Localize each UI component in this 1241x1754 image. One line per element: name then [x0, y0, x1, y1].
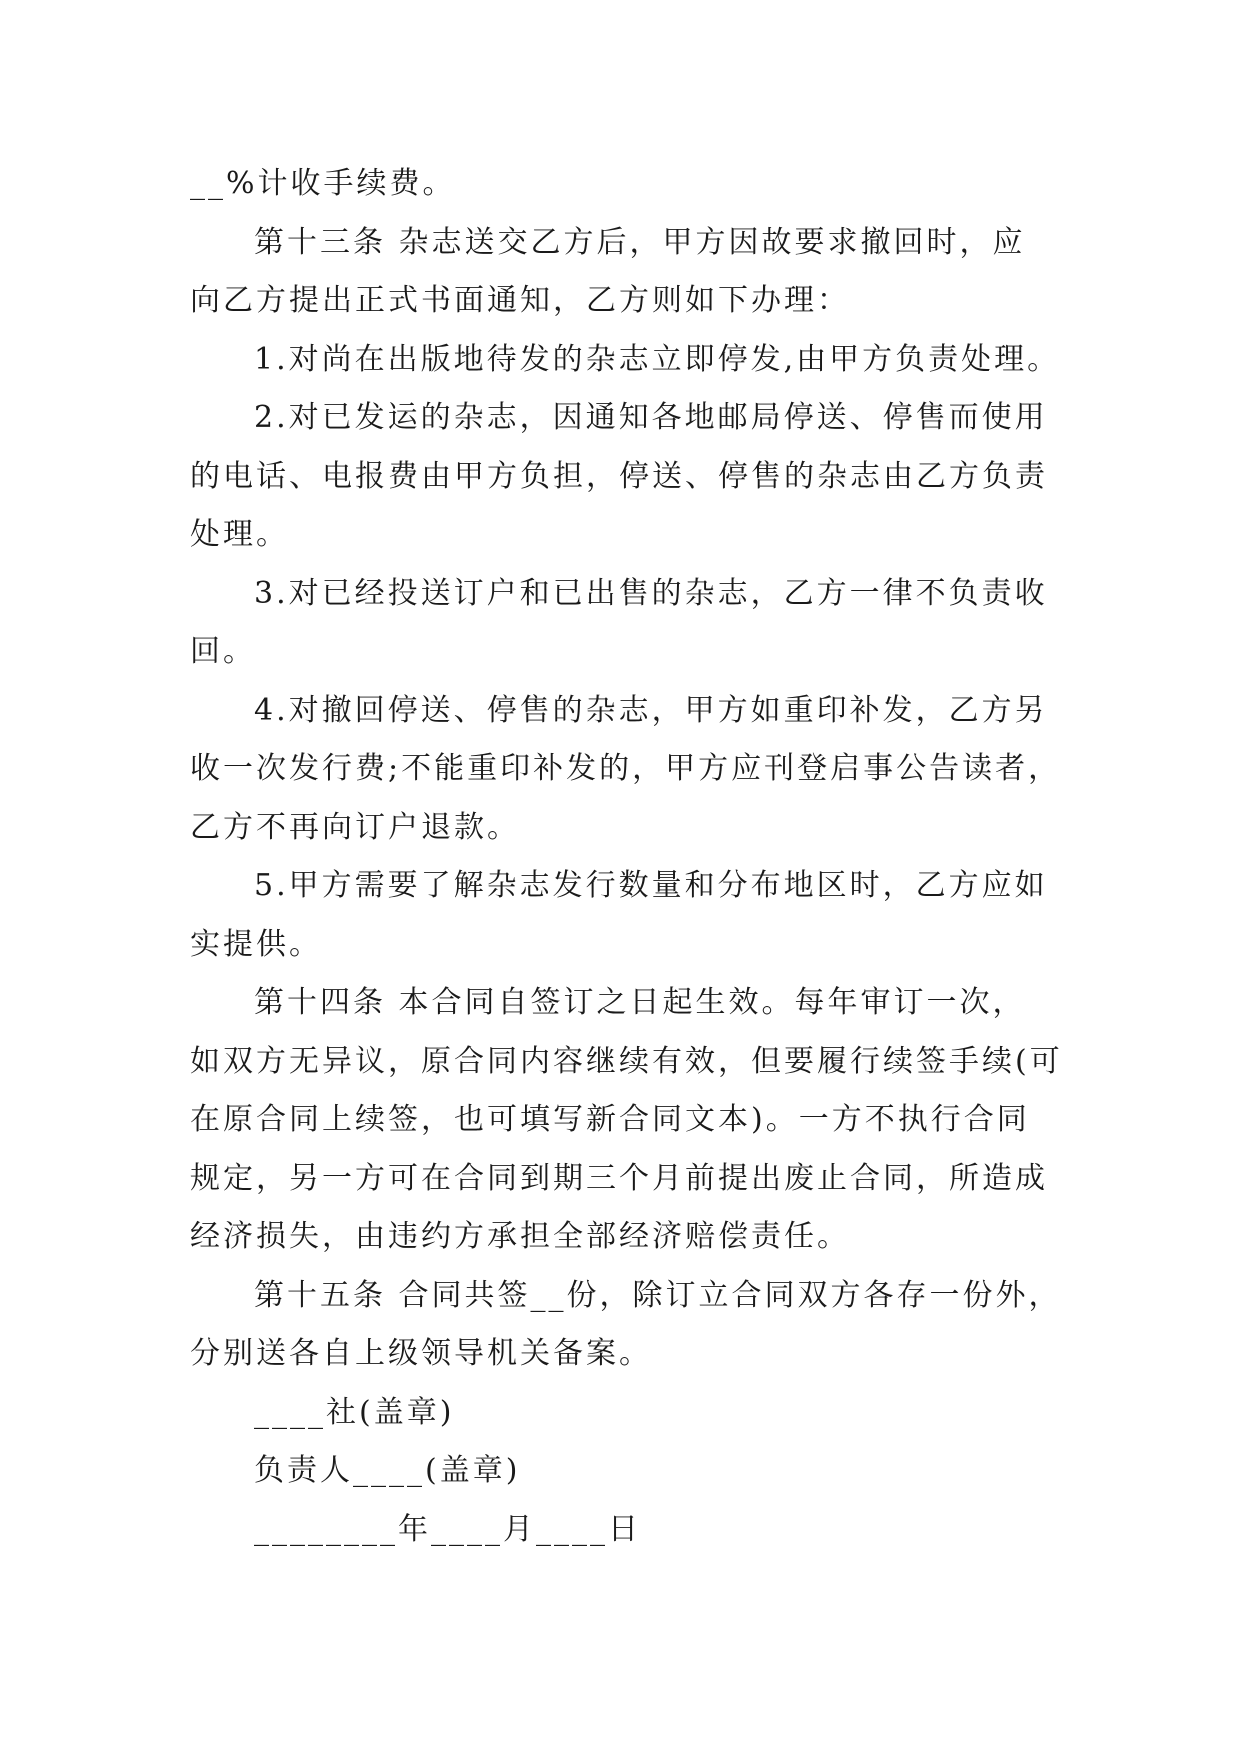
- clause-14-heading-line: 第十四条 本合同自签订之日起生效。每年审订一次，: [254, 985, 1026, 1020]
- signature-organization-line: ____社(盖章): [254, 1394, 455, 1430]
- text-line: 处理。: [190, 517, 289, 552]
- text-line: 乙方不再向订户退款。: [190, 809, 520, 845]
- signature-responsible-person-line: 负责人____(盖章): [254, 1453, 521, 1488]
- text-line: 的电话、电报费由甲方负担，停送、停售的杂志由乙方负责: [190, 458, 1048, 494]
- text-line: __%计收手续费。: [190, 166, 456, 201]
- text-line: 实提供。: [190, 926, 322, 962]
- list-item-5: 5.甲方需要了解杂志发行数量和分布地区时，乙方应如: [254, 868, 1048, 903]
- text-line: 在原合同上续签，也可填写新合同文本)。一方不执行合同: [190, 1102, 1030, 1137]
- list-item-1: 1.对尚在出版地待发的杂志立即停发,由甲方负责处理。: [254, 341, 1061, 377]
- clause-15-heading-line: 第十五条 合同共签__份，除订立合同双方各存一份外，: [254, 1277, 1062, 1313]
- text-line: 经济损失，由违约方承担全部经济赔偿责任。: [190, 1219, 850, 1254]
- text-line: 回。: [190, 634, 256, 669]
- text-line: 向乙方提出正式书面通知，乙方则如下办理：: [190, 283, 850, 318]
- signature-date-line: ________年____月____日: [254, 1511, 641, 1547]
- text-line: 收一次发行费;不能重印补发的，甲方应刊登启事公告读者，: [190, 751, 1062, 786]
- clause-13-heading-line: 第十三条 杂志送交乙方后，甲方因故要求撤回时，应: [254, 224, 1026, 260]
- document-body: [190, 155, 1063, 1559]
- list-item-3: 3.对已经投送订户和已出售的杂志，乙方一律不负责收: [254, 575, 1048, 611]
- text-line: 如双方无异议，原合同内容继续有效，但要履行续签手续(可: [190, 1043, 1063, 1079]
- list-item-2: 2.对已发运的杂志，因通知各地邮局停送、停售而使用: [254, 400, 1048, 435]
- text-line: 规定，另一方可在合同到期三个月前提出废止合同，所造成: [190, 1160, 1048, 1196]
- text-line: 分别送各自上级领导机关备案。: [190, 1336, 652, 1371]
- list-item-4: 4.对撤回停送、停售的杂志，甲方如重印补发，乙方另: [254, 692, 1048, 728]
